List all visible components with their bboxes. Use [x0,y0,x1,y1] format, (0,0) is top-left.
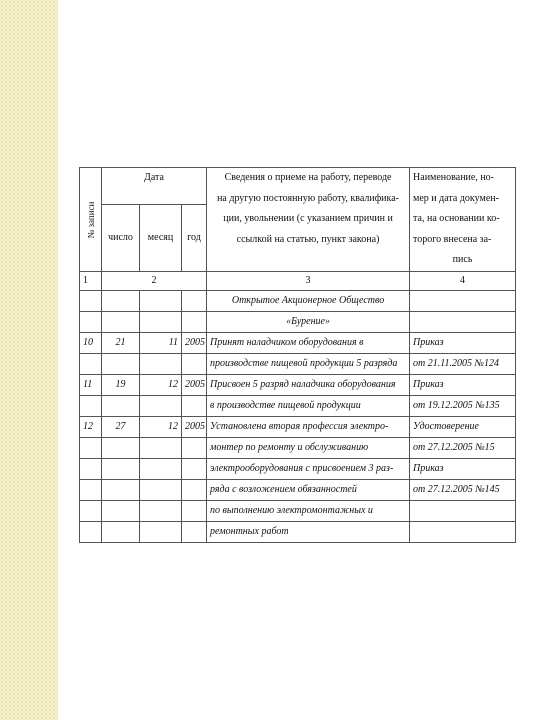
table-row [80,354,516,375]
entry-number: 12 [80,417,102,438]
year-header: год [182,205,207,272]
document-header-line: мер и дата докумен- [413,192,499,204]
entry-document-line: от 19.12.2005 №135 [410,396,516,417]
entry-document-line: от 27.12.2005 №145 [410,480,516,501]
entry-month: 12 [140,417,182,438]
employment-record-table [79,167,516,543]
entry-document-line: Приказ [410,375,516,396]
entry-text-line: в производстве пищевой продукции [207,396,410,417]
info-header-line: ссылкой на статью, пункт закона) [236,233,380,245]
document-header-line: та, на основании ко- [413,213,500,224]
entry-text-line: электрооборудования с присвоением 3 раз- [207,459,410,480]
entry-text-line: по выполнению электромонтажных и [207,501,410,522]
record-number-header [80,168,102,272]
document-header-line: пись [452,254,473,265]
left-decorative-strip [0,0,58,720]
entry-document-line [410,522,516,543]
entry-text-line: производстве пищевой продукции 5 разряда [207,354,410,375]
table-row [80,333,516,354]
entry-text-line: ремонтных работ [207,522,410,543]
entry-document-line [410,501,516,522]
table-row [80,396,516,417]
entry-document-line: Приказ [410,333,516,354]
table-row [80,375,516,396]
column-number-row [80,272,516,291]
column-number: 3 [207,272,410,291]
info-header-line: Сведения о приеме на работу, переводе [224,172,392,183]
entry-text-line: Установлена вторая профессия электро- [207,417,410,438]
org-row [80,312,516,333]
entry-text-line: Принят наладчиком оборудования в [207,333,410,354]
header-row [80,168,516,205]
table-row [80,438,516,459]
entry-month: 11 [140,333,182,354]
table-row [80,522,516,543]
entry-year: 2005 [182,375,207,396]
document-header [410,168,516,272]
date-header: Дата [102,168,207,205]
entry-document-line: от 21.11.2005 №124 [410,354,516,375]
entry-text-line: Присвоен 5 разряд наладчика оборудования [207,375,410,396]
entry-number: 10 [80,333,102,354]
entry-text-line: ряда с возложением обязанностей [207,480,410,501]
entry-number: 11 [80,375,102,396]
info-header [207,168,410,272]
entry-year: 2005 [182,333,207,354]
day-header: число [102,205,140,272]
month-header: месяц [140,205,182,272]
table-row [80,459,516,480]
org-row [80,291,516,312]
table-row [80,417,516,438]
column-number: 4 [410,272,516,291]
table-row [80,501,516,522]
column-number: 2 [102,272,207,291]
table-row [80,480,516,501]
column-number: 1 [80,272,102,291]
entry-document-line: Приказ [410,459,516,480]
document-header-line: Наименование, но- [413,172,495,183]
document-header-line: торого внесена за- [413,233,492,245]
info-header-line: ции, увольнении (с указанием причин и [223,213,393,224]
entry-document-line: Удостоверение [410,417,516,438]
entry-document-line: от 27.12.2005 №15 [410,438,516,459]
entry-month: 12 [140,375,182,396]
record-number-label: № записи [85,201,96,238]
organization-name-line: Открытое Акционерное Общество [207,291,410,312]
entry-day: 19 [102,375,140,396]
organization-name-line: «Бурение» [207,312,410,333]
entry-day: 27 [102,417,140,438]
info-header-line: на другую постоянную работу, квалифика- [217,192,399,204]
entry-year: 2005 [182,417,207,438]
entry-day: 21 [102,333,140,354]
entry-text-line: монтер по ремонту и обслуживанию [207,438,410,459]
